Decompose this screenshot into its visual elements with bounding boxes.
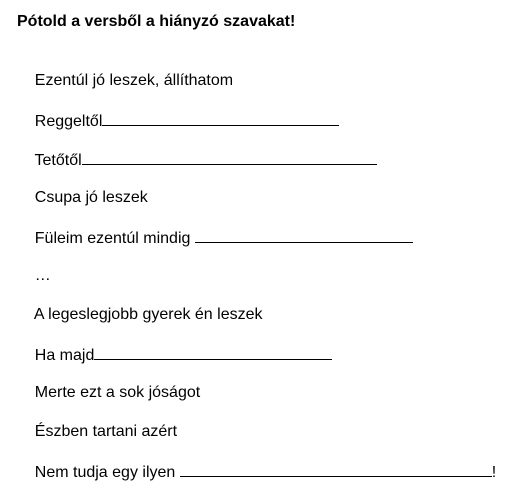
- poem-line-text: Reggeltől: [34, 113, 103, 130]
- poem-line-text: Nem tudja egy ilyen: [34, 464, 180, 481]
- answer-blank[interactable]: [82, 149, 377, 165]
- poem-line-text: Füleim ezentúl mindig: [34, 230, 195, 247]
- poem-line-text: Ezentúl jó leszek, állíthatom: [34, 72, 234, 89]
- poem-line-suffix: !: [491, 464, 497, 481]
- poem-line-text: A legeslegjobb gyerek én leszek: [33, 306, 263, 323]
- poem-line-text: Merte ezt a sok jóságot: [34, 384, 201, 401]
- poem-line-text: Ha majd: [34, 347, 95, 364]
- worksheet-title: Pótold a versből a hiányzó szavakat!: [17, 13, 296, 30]
- poem-line-text: Csupa jó leszek: [34, 189, 148, 206]
- poem-line-text: Észben tartani azért: [34, 423, 178, 440]
- poem-line-text: Tetőtől: [34, 152, 82, 169]
- answer-blank[interactable]: [180, 461, 492, 477]
- answer-blank[interactable]: [102, 110, 339, 126]
- poem-line-text: …: [34, 267, 51, 284]
- poem-line-5: [17, 207, 413, 269]
- answer-blank[interactable]: [195, 227, 413, 243]
- poem-line-11: [17, 441, 496, 503]
- answer-blank[interactable]: [94, 344, 332, 360]
